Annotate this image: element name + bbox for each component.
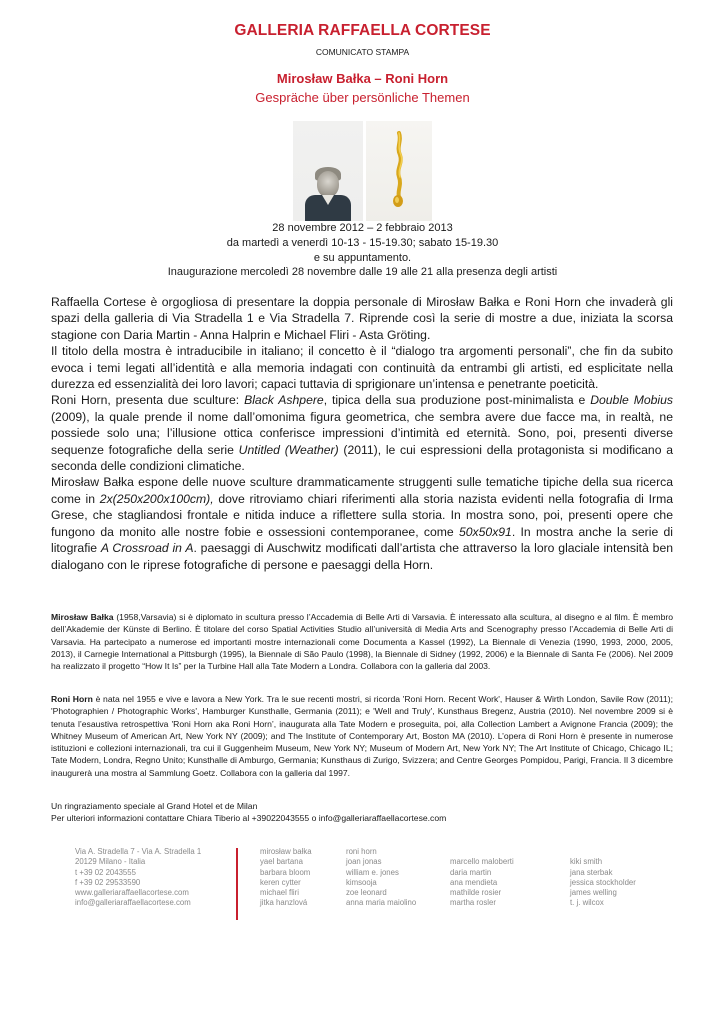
contact-line: Per ulteriori informazioni contattare Chiara Tiberio al +39022043555 o info@galleriaraffaellacortese.com: [51, 812, 447, 823]
artist-name: t. j. wilcox: [570, 898, 604, 908]
fax-line: f +39 02 29533590: [75, 877, 141, 887]
artwork-title: 2x(250x200x100cm),: [99, 491, 214, 506]
text-run: Mirosław Bałka espone delle nuove sculture drammaticamente struggenti sulle tematiche tipiche della sua ricerca come in: [51, 475, 673, 506]
artist-name: ana mendieta: [450, 877, 498, 887]
address-line: Via A. Stradella 7 - Via A. Stradella 1: [75, 847, 202, 856]
gallery-contacts: [75, 847, 201, 909]
thanks-line: Un ringraziamento speciale al Grand Hotel et de Milan: [51, 801, 258, 811]
bio-artist-name: Mirosław Bałka: [51, 612, 114, 622]
intro-paragraph-2: Il titolo della mostra è intraducibile in italiano; il concetto è il “dialogo tra argomenti personali”, che fin da subito evoca i temi legati all’identità e alla memoria indagati con continuità da entrambi gli artisti, ed esplicitate nella durezza ed essenzialità dei loro lavori; capaci tuttavia di sprigionare un’intensa e penetrante poeticità.: [51, 344, 673, 392]
text-run: (2009), la quale prende il nome dall’omonima figura geometrica, che sembra avere due facce ma, in realtà, ne possiede solo una; l’illusione ottica conferisce impressioni d’intimità ed eternità. Sono, poi, presenti diverse sequenze fotografiche della serie: [51, 409, 673, 457]
artist-name: joan jonas: [346, 857, 382, 867]
date-range: 28 novembre 2012 – 2 febbraio 2013: [272, 222, 453, 234]
horn-biography: [51, 693, 673, 779]
text-run: dove ritroviamo chiari riferimenti alla storia nazista evidenti nella fotografia di Irma Grese, che stagliandosi frontale e nitida induce a riflettere sulla storia. In mostra sono, poi, presenti opere che fungono da monito alle nostre fobie e ossessioni contemporanee, come: [51, 491, 673, 539]
bio-text: (1958,Varsavia) si è diplomato in scultura presso l’Accademia di Belle Arti di Varsavia. È interessato alla scultura, al disegno e al film. È membro dell’Akademie der Künste di Berlino. È titolare del corso Spatial Activities Studio all’università di Media Arts and Scenography presso l’Accademia di Belle Arti di Varsavia. Ha partecipato a numerose ed importanti mostre internazionali come Documenta a Kassel (1992), La Biennale di Venezia (1990, 1993, 2000, 2005, 2013), il Carnegie International a Pittsburgh (1995), la Biennale di São Paulo (1998), la Biennale di Sidney (1992, 2006) e la Biennale di Santa Fe (2006). Nel 2009 ha realizzato il progetto “How It Is” per la Turbine Hall alla Tate Modern a Londra. Collabora con la galleria dal 2003.: [51, 612, 673, 672]
artwork-title: Untitled (Weather): [238, 442, 339, 457]
artist-name: anna maria maiolino: [346, 898, 417, 908]
intro-paragraph-4: [51, 474, 673, 572]
acknowledgements: [51, 801, 673, 824]
artist-name: jana sterbak: [570, 867, 613, 877]
artist-name: william e. jones: [346, 867, 399, 877]
portrait-head-shape: [317, 171, 339, 197]
email-link[interactable]: info@galleriaraffaellacortese.com: [75, 898, 191, 908]
artist-name: kimsooja: [346, 877, 377, 887]
phone-line: t +39 02 2043555: [75, 867, 136, 877]
artist-name: marcello maloberti: [450, 857, 514, 867]
inauguration-note: Inaugurazione mercoledì 28 novembre dalle 19 alle 21 alla presenza degli artisti: [167, 266, 558, 279]
artwork-title: 50x50x91: [458, 524, 512, 539]
intro-paragraph-3: [51, 392, 673, 474]
exhibition-dates: [0, 221, 725, 280]
balka-biography: [51, 611, 673, 672]
text-run: . paesaggi di Auschwitz modificati dall’artista che attraverso la loro glaciale intensità ben dialogano con le riprese fotografiche di persone e paesaggi della Horn.: [51, 541, 674, 572]
bio-text: è nata nel 1955 e vive e lavora a New York. Tra le sue recenti mostri, si ricorda 'Roni Horn. Recent Work', Hauser & Wirth London, Savile Row (2011); 'Photographien / Photographic Works', Hamburger Kunsthalle, Germania (2011); e 'Well and Truly', Kunsthaus Bregenz, Austria (2010). Nel novembre 2009 si è tenuta l’esaustiva retrospettiva 'Roni Horn aka Roni Horn’, inaugurata alla Tate Modern e proseguita, poi, alla Collection Lambert a Avignone Francia (2009); the Whitney Museum of American Art, New York NY (2009); and The Institute of Contemporary Art, Boston MA (2010). L’opera di Roni Horn è presente in numerose istituzioni e collezioni internazionali, tra cui il Guggenheim Museum, New York NY; Museum of Modern Art, New York NY; The Art Institute of Chicago, Chicago IL; Tate Modern, Londra, Regno Unito; Kunsthalle di Amburgo, Germania; Kunsthaus di Zurigo, Svizzera; and Centre Georges Pompidou, Parigi, Francia. Il 3 dicembre inaugurerà una mostra al Sammlung Goetz. Collabora con la galleria dal 1997.: [51, 694, 673, 778]
artist-name: michael fliri: [260, 888, 299, 898]
artist-name: jessica stockholder: [570, 877, 636, 887]
intro-paragraph-1: Raffaella Cortese è orgogliosa di presentare la doppia personale di Mirosław Bałka e Roni Horn che invaderà gli spazi della galleria di Via Stradella 1 e Via Stradella 7. Riprende così la serie di mostre a due, iniziata la scorsa stagione con Daria Martin - Anna Halprin e Michael Fliri - Asta Gröting.: [51, 295, 673, 342]
exhibition-subtitle: Gespräche über persönliche Themen: [255, 90, 470, 105]
text-run: (2011), le cui espressioni della protagonista si modificano a seconda delle condizioni climatiche.: [51, 442, 673, 474]
artists-column-3: [450, 857, 514, 908]
gold-sculpture-image: [366, 121, 432, 221]
artist-name: yael bartana: [260, 857, 303, 867]
artist-name: jitka hanzlová: [260, 898, 308, 908]
text-run: . In mostra anche la serie di litografie: [51, 524, 674, 556]
appointment-note: e su appuntamento.: [313, 251, 412, 264]
artist-name: james welling: [570, 888, 617, 898]
artist-name: mathilde rosier: [450, 888, 502, 898]
text-run: Roni Horn, presenta due sculture:: [51, 393, 245, 408]
gold-sculpture-drawing: [366, 121, 432, 221]
bio-artist-name: Roni Horn: [51, 694, 93, 704]
footer-divider: [236, 848, 238, 920]
artwork-title: A Crossroad in A: [100, 541, 194, 556]
press-release-label: COMUNICATO STAMPA: [315, 47, 410, 57]
artists-column-2: [346, 847, 416, 909]
artist-name: keren cytter: [260, 877, 301, 887]
artwork-title: Double Mobius: [590, 393, 673, 408]
artist-name: zoe leonard: [346, 888, 387, 898]
opening-hours: da martedì a venerdì 10-13 - 15-19.30; sabato 15-19.30: [226, 236, 499, 249]
gallery-title: GALLERIA RAFFAELLA CORTESE: [234, 22, 491, 39]
website-link[interactable]: www.galleriaraffaellacortese.com: [75, 888, 189, 898]
artist-name: daria martin: [450, 867, 492, 877]
portrait-photo-image: [293, 121, 363, 221]
artists-column-4: [570, 857, 636, 908]
artist-name: kiki smith: [570, 857, 603, 867]
letterhead-footer: [0, 845, 725, 925]
artwork-title: Black Ashpere: [244, 393, 324, 408]
artists-column-1: [260, 847, 312, 909]
artist-name: roni horn: [346, 847, 377, 856]
city-line: 20129 Milano - Italia: [75, 857, 146, 867]
press-release-body: [51, 294, 673, 573]
artist-name: barbara bloom: [260, 867, 311, 877]
text-run: , tipica della sua produzione post-minimalista e: [323, 393, 591, 408]
artist-name: mirosław bałka: [260, 847, 312, 856]
artist-name: martha rosler: [450, 898, 496, 908]
exhibition-title: Mirosław Bałka – Roni Horn: [276, 71, 449, 86]
